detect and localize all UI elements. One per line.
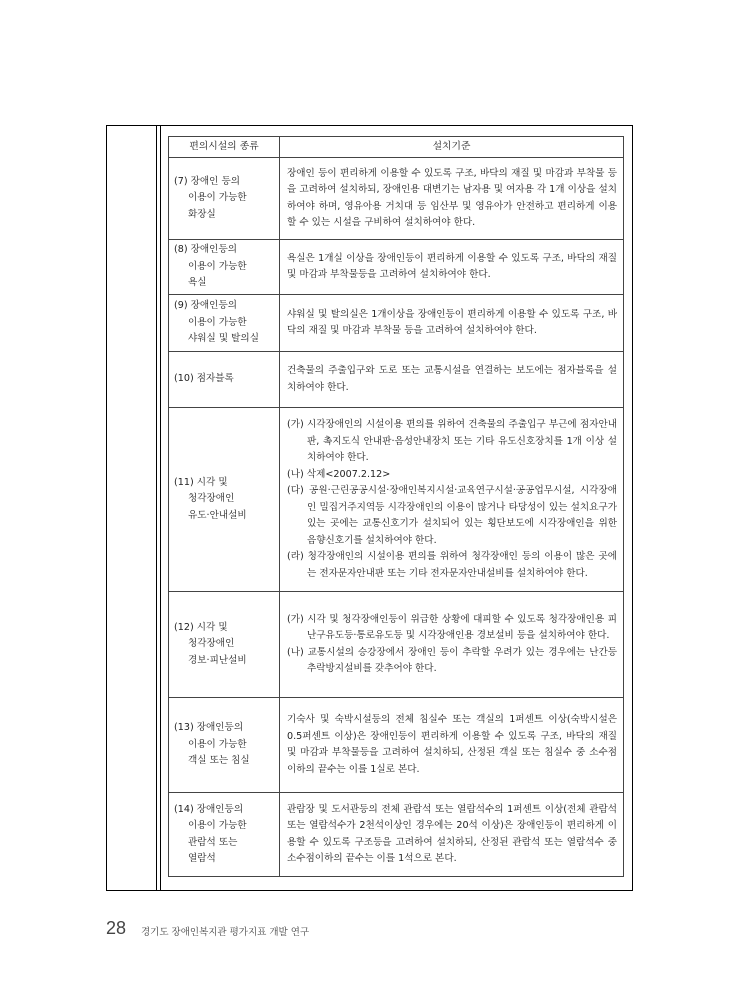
kind-line: (11) 시각 및 [174,476,228,488]
table-row [169,698,624,793]
kind-line: (13) 장애인등의 [174,722,244,734]
kind-line: 열람석 [188,853,216,864]
table-row [169,158,624,240]
kind-line: 욕실 [188,277,207,289]
criteria-text: 건축물의 주출입구와 도로 또는 교통시설을 연결하는 보도에는 점자블록을 설치하여야 한다. [287,365,617,393]
table-row [169,592,624,698]
facility-kind-cell [169,698,280,793]
kind-line: (10) 점자블록 [174,373,234,385]
kind-line: 샤워실 및 탈의실 [188,333,259,345]
kind-line: 이용이 가능한 [188,260,247,272]
kind-line: 청각장애인 [188,638,235,650]
kind-line: 청각장애인 [188,493,235,505]
criteria-item: (가) 시각 및 청각장애인등이 위급한 상황에 대피할 수 있도록 청각장애인용 피난구유도등·통로유도등 및 시각장애인용 경보설비 등을 설치하여야 한다. [287,613,617,641]
facility-kind-cell [169,793,280,877]
facility-kind-cell [169,408,280,592]
facility-kind-cell [169,295,280,352]
kind-line: (8) 장애인등의 [174,244,237,256]
kind-line: 경보·피난설비 [188,654,247,666]
table-header-row [169,137,624,158]
facility-standards-table [168,136,624,877]
criteria-item: (다) 공원·근린공공시설·장애인복지시설·교육연구시설·공공업무시설, 시각장애인 밀집거주지역등 시각장애인의 이용이 많거나 타당성이 있는 설치요구가 있는 곳에는 교통신호기가 설치되어 있는 횡단보도에 시각장애인을 위한 음향신호기를 설치하여야 한다. [287,485,617,546]
header-installation-criteria: 설치기준 [280,137,624,158]
facility-kind-cell [169,240,280,295]
table-row [169,240,624,295]
kind-line: 이용이 가능한 [188,316,247,328]
facility-kind-cell [169,158,280,240]
kind-line: 유도·안내설비 [188,509,247,521]
criteria-text: 장애인 등이 편리하게 이용할 수 있도록 구조, 바닥의 재질 및 마감과 부착물 등을 고려하여 설치하되, 장애인용 대변기는 남자용 및 여자용 각 1개 이상을 설치하여야 하며, 영유아용 거치대 등 임산부 및 영유아가 안전하고 편리하게 이용할 수 있는 시설을 구비하여 설치하여야 한다. [287,167,617,228]
table-row [169,408,624,592]
kind-line: 관람석 또는 [188,836,238,848]
criteria-item: (가) 시각장애인의 시설이용 편의를 위하여 건축물의 주출입구 부근에 점자안내판, 촉지도식 안내판·음성안내장치 또는 기타 유도신호장치를 1개 이상 설치하여야 한다. [287,419,617,463]
running-footer-title: 경기도 장애인복지관 평가지표 개발 연구 [141,927,310,938]
criteria-cell [280,408,624,592]
header-facility-kind: 편의시설의 종류 [169,137,280,158]
criteria-text: 관람장 및 도서관등의 전체 관람석 또는 열람석수의 1퍼센트 이상(전체 관람석 또는 열람석수가 2천석이상인 경우에는 20석 이상)은 장애인등이 편리하게 이용할 수 있도록 구조등을 고려하여 설치하되, 산정된 관람석 또는 열람석수 중 소수점이하의 끝수는 이를 1석으로 본다. [287,803,617,864]
kind-line: 이용이 가능한 [188,820,247,831]
criteria-cell [280,698,624,793]
kind-line: (14) 장애인등의 [174,803,244,815]
kind-line: 이용이 가능한 [188,192,247,204]
kind-line: 이용이 가능한 [188,738,247,750]
criteria-cell [280,295,624,352]
kind-line: 화장실 [188,208,216,220]
criteria-cell [280,793,624,877]
criteria-cell [280,240,624,295]
left-margin-rule [160,126,161,890]
table-row [169,352,624,408]
criteria-text: 기숙사 및 숙박시설등의 전체 침실수 또는 객실의 1퍼센트 이상(숙박시설은 0.5퍼센트 이상)은 장애인등이 편리하게 이용할 수 있도록 구조, 바닥의 재질 및 마감과 부착물등을 고려하여 설치하되, 산정된 객실 또는 침실수 중 소수점 이하의 끝수는 이를 1실로 본다. [287,714,617,775]
table-row [169,295,624,352]
facility-kind-cell [169,592,280,698]
kind-line: (9) 장애인등의 [174,300,237,312]
criteria-text: 욕실은 1개실 이상을 장애인등이 편리하게 이용할 수 있도록 구조, 바닥의 재질 및 마감과 부착물등을 고려하여 설치하여야 한다. [287,252,617,280]
criteria-cell [280,352,624,408]
criteria-item: (나) 교통시설의 승강장에서 장애인 등이 추락할 우려가 있는 경우에는 난간등 추락방지설비를 갖추어야 한다. [287,646,617,674]
facility-kind-cell [169,352,280,408]
criteria-cell [280,158,624,240]
criteria-cell [280,592,624,698]
criteria-text: 샤워실 및 탈의실은 1개이상을 장애인등이 편리하게 이용할 수 있도록 구조, 바닥의 재질 및 마감과 부착물 등을 고려하여 설치하여야 한다. [287,308,617,336]
kind-line: (7) 장애인 등의 [174,175,241,187]
kind-line: 객실 또는 침실 [188,755,250,767]
left-margin-column [107,126,157,890]
criteria-item: (나) 삭제<2007.2.12> [287,468,391,480]
table-row [169,793,624,877]
kind-line: (12) 시각 및 [174,621,228,633]
page-number: 28 [106,918,127,938]
criteria-item: (라) 청각장애인의 시설이용 편의를 위하여 청각장애인 등의 이용이 많은 곳에는 전자문자안내판 또는 기타 전자문자안내설비를 설치하여야 한다. [287,551,617,579]
